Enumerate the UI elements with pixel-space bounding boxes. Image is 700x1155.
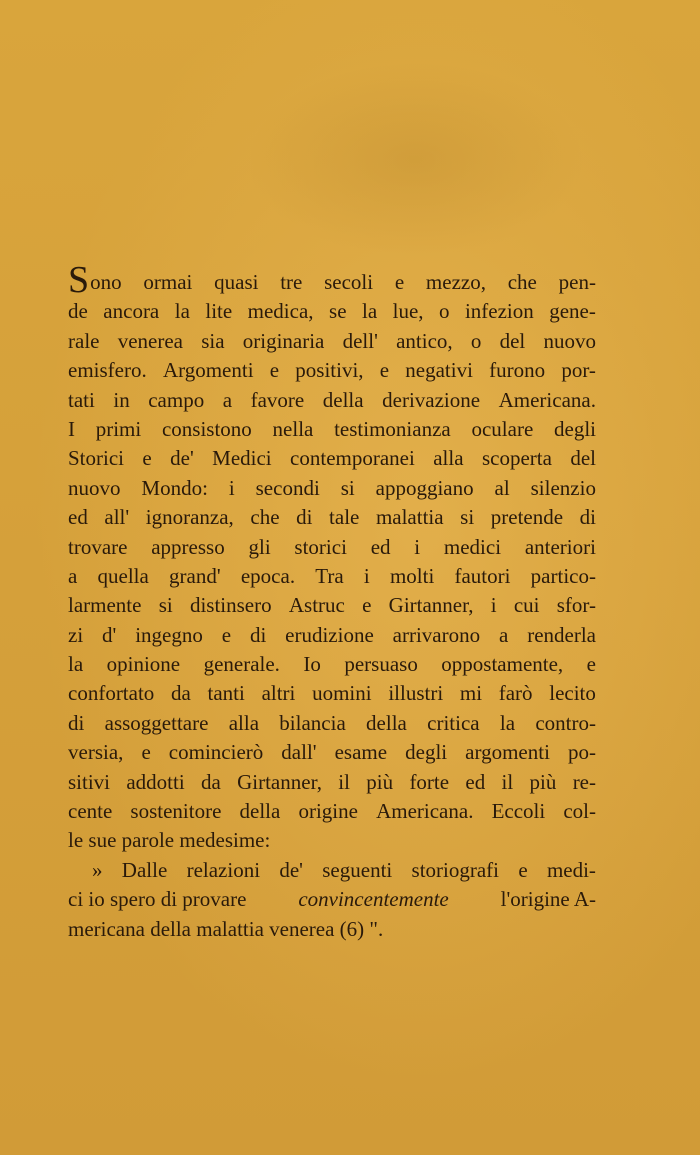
word: antico,: [396, 328, 453, 353]
word: Americana.: [376, 799, 474, 824]
word: più: [529, 769, 557, 794]
quote-text: l'origine A-: [500, 887, 596, 912]
word: e: [379, 358, 390, 383]
paragraph: [68, 259, 596, 856]
text-line: [68, 327, 596, 356]
word: se: [329, 299, 347, 324]
text-line: [68, 444, 596, 473]
text-line: [68, 709, 596, 738]
text-line: [68, 503, 596, 532]
word: di: [68, 710, 85, 735]
word: Medici: [212, 446, 272, 471]
word: consistono: [161, 416, 252, 441]
text-line: [68, 679, 596, 708]
word: o: [470, 328, 482, 353]
word: ormai: [143, 270, 193, 294]
word: renderla: [527, 622, 596, 647]
quote-text: mericana della malattia venerea (6) ".: [68, 916, 384, 941]
paper-stain: [245, 62, 585, 257]
word: appresso: [151, 534, 225, 559]
text-line: [68, 826, 596, 855]
word: la: [174, 299, 190, 324]
word: si: [158, 593, 173, 618]
word: grand': [169, 563, 221, 588]
word: i: [490, 593, 497, 618]
word: la: [499, 710, 516, 735]
text-line: [68, 562, 596, 591]
word: campo: [148, 387, 205, 412]
word: uomini: [312, 681, 372, 706]
word: Tra: [315, 563, 344, 588]
word: negativi: [405, 358, 473, 383]
quote-text: ci io spero di provare: [68, 887, 247, 912]
word: della: [366, 710, 407, 735]
word: e: [362, 593, 372, 618]
word: a: [68, 563, 78, 588]
word: distinsero: [189, 593, 272, 618]
text-line: [68, 356, 596, 385]
word: ancora: [103, 299, 160, 324]
word: epoca.: [240, 563, 296, 588]
word: degli: [554, 416, 596, 441]
word: po-: [567, 740, 596, 765]
word: de: [68, 299, 88, 324]
word: Sono: [68, 259, 122, 301]
text-line: [68, 591, 596, 620]
word: si: [460, 505, 475, 530]
word: mi: [459, 681, 483, 706]
word: più: [366, 769, 394, 794]
word: confortato: [68, 681, 155, 706]
word: addotti: [126, 769, 185, 794]
word: contro-: [535, 710, 596, 735]
text-line: [68, 768, 596, 797]
word: della: [239, 799, 281, 824]
text-line: [68, 856, 596, 885]
word: secoli: [324, 270, 374, 294]
word: lue,: [392, 299, 424, 324]
text-line: [68, 915, 596, 944]
word: por-: [561, 358, 596, 383]
word: illustri: [388, 681, 444, 706]
word: pen-: [558, 270, 596, 294]
word: testimonianza: [334, 416, 451, 441]
word: al: [494, 475, 510, 500]
word: tati: [68, 387, 95, 412]
word: infezion: [464, 299, 534, 324]
word: degli: [405, 740, 448, 765]
word: di: [249, 622, 267, 647]
word: le sue parole medesime:: [68, 828, 271, 853]
text-line: [68, 533, 596, 562]
word: il: [501, 769, 514, 794]
word: quasi: [214, 270, 259, 294]
word: argomenti: [465, 740, 550, 765]
word: zi: [68, 622, 84, 647]
word: pretende: [490, 505, 564, 530]
word: tale: [329, 505, 360, 530]
word: del: [499, 328, 526, 353]
word: sitivi: [68, 769, 111, 794]
word: molti: [389, 563, 435, 588]
word: Eccoli: [491, 799, 546, 824]
word: cente: [68, 799, 113, 824]
word: della: [322, 387, 364, 412]
text-line: [68, 885, 596, 914]
word: storiografi: [411, 857, 500, 882]
word: de': [170, 446, 194, 471]
word: Io: [303, 652, 321, 677]
word: che: [250, 505, 280, 530]
word: da: [171, 681, 191, 706]
text-line: [68, 797, 596, 826]
word: erudizione: [285, 622, 374, 647]
word: da: [200, 769, 221, 794]
word: secondi: [255, 475, 320, 500]
word: la: [68, 652, 84, 677]
word: ignoranza,: [145, 505, 234, 530]
word: e: [518, 857, 528, 882]
drop-cap: S: [68, 259, 90, 301]
word: Girtanner,: [237, 769, 322, 794]
word: anteriori: [524, 534, 596, 559]
word: origine: [298, 799, 358, 824]
word: larmente: [68, 593, 142, 618]
word: esame: [334, 740, 388, 765]
word: de': [279, 857, 303, 882]
word: Dalle: [121, 857, 168, 882]
word: e: [141, 740, 151, 765]
word: i: [363, 563, 370, 588]
word: il: [338, 769, 350, 794]
word: i: [228, 475, 235, 500]
word: e: [142, 446, 152, 471]
word: alla: [433, 446, 464, 471]
word: critica: [427, 710, 480, 735]
word: sostenitore: [130, 799, 222, 824]
text-line: [68, 621, 596, 650]
word: arrivarono: [392, 622, 481, 647]
word: alla: [228, 710, 260, 735]
emphasized-word: convincentemente: [298, 887, 449, 912]
word: versia,: [68, 740, 124, 765]
word: Argomenti: [162, 358, 254, 383]
word: assoggettare: [104, 710, 209, 735]
word: medici: [443, 534, 502, 559]
word: tre: [280, 270, 303, 294]
text-line: [68, 259, 596, 301]
word: di: [296, 505, 313, 530]
body-text: [68, 259, 596, 944]
word: I: [68, 416, 75, 441]
word: favore: [250, 387, 305, 412]
word: a: [499, 622, 509, 647]
word: quella: [97, 563, 149, 588]
word: bilancia: [279, 710, 346, 735]
word: rale: [68, 328, 100, 353]
word: sfor-: [556, 593, 596, 618]
word: di: [579, 505, 596, 530]
word: ed: [465, 769, 486, 794]
word: all': [104, 505, 130, 530]
word: venerea: [117, 328, 183, 353]
text-line: [68, 738, 596, 767]
word: in: [113, 387, 130, 412]
word: seguenti: [322, 857, 393, 882]
word: forte: [409, 769, 450, 794]
word: Girtanner,: [388, 593, 474, 618]
word: nuovo: [543, 328, 596, 353]
word: ingegno: [135, 622, 203, 647]
word: d': [102, 622, 117, 647]
word: o: [438, 299, 450, 324]
word: appoggiano: [375, 475, 474, 500]
word: e: [586, 652, 596, 677]
text-line: [68, 474, 596, 503]
word: persuaso: [344, 652, 418, 677]
word: medica,: [247, 299, 314, 324]
word: oculare: [471, 416, 534, 441]
word: partico-: [530, 563, 596, 588]
word: emisfero.: [68, 358, 147, 383]
word: comincierò: [168, 740, 264, 765]
word: gli: [248, 534, 271, 559]
word: fautori: [454, 563, 511, 588]
word: positivi,: [295, 358, 364, 383]
word: Americana.: [498, 387, 596, 412]
word: nella: [272, 416, 314, 441]
word: originaria: [242, 328, 325, 353]
word: dell': [342, 328, 378, 353]
word: derivazione: [382, 387, 481, 412]
text-line: [68, 415, 596, 444]
word: trovare: [68, 534, 128, 559]
word: Astruc: [288, 593, 345, 618]
word: nuovo: [68, 475, 121, 500]
word: si: [340, 475, 355, 500]
word: ed: [370, 534, 391, 559]
word: opinione: [106, 652, 181, 677]
word: i: [414, 534, 421, 559]
word: scoperta: [481, 446, 552, 471]
word: a: [222, 387, 233, 412]
word: del: [570, 446, 596, 471]
word: »: [92, 857, 103, 882]
word: relazioni: [186, 857, 261, 882]
word: e: [221, 622, 232, 647]
word: sia: [201, 328, 225, 353]
word: cui: [513, 593, 540, 618]
word: ed: [68, 505, 88, 530]
word: la: [361, 299, 378, 324]
word: re-: [572, 769, 596, 794]
word: storici: [294, 534, 347, 559]
word: che: [507, 270, 537, 294]
word: Storici: [68, 446, 124, 471]
word: primi: [95, 416, 142, 441]
word: e: [394, 270, 405, 294]
word: dall': [281, 740, 317, 765]
text-line: [68, 650, 596, 679]
word: e: [269, 358, 280, 383]
word: altri: [261, 681, 296, 706]
word: generale.: [203, 652, 280, 677]
word: farò: [498, 681, 533, 706]
word: gene-: [549, 299, 596, 324]
word: medi-: [546, 857, 596, 882]
quotation-paragraph: [68, 856, 596, 944]
word: col-: [563, 799, 596, 824]
text-line: [68, 297, 596, 326]
text-line: [68, 386, 596, 415]
word: contemporanei: [290, 446, 415, 471]
word: tanti: [207, 681, 245, 706]
word: oppostamente,: [441, 652, 564, 677]
word: silenzio: [530, 475, 596, 500]
word: furono: [489, 358, 546, 383]
word: Mondo:: [141, 475, 208, 500]
word: mezzo,: [425, 270, 486, 294]
word: malattia: [375, 505, 444, 530]
word: lite: [205, 299, 233, 324]
word: lecito: [549, 681, 596, 706]
